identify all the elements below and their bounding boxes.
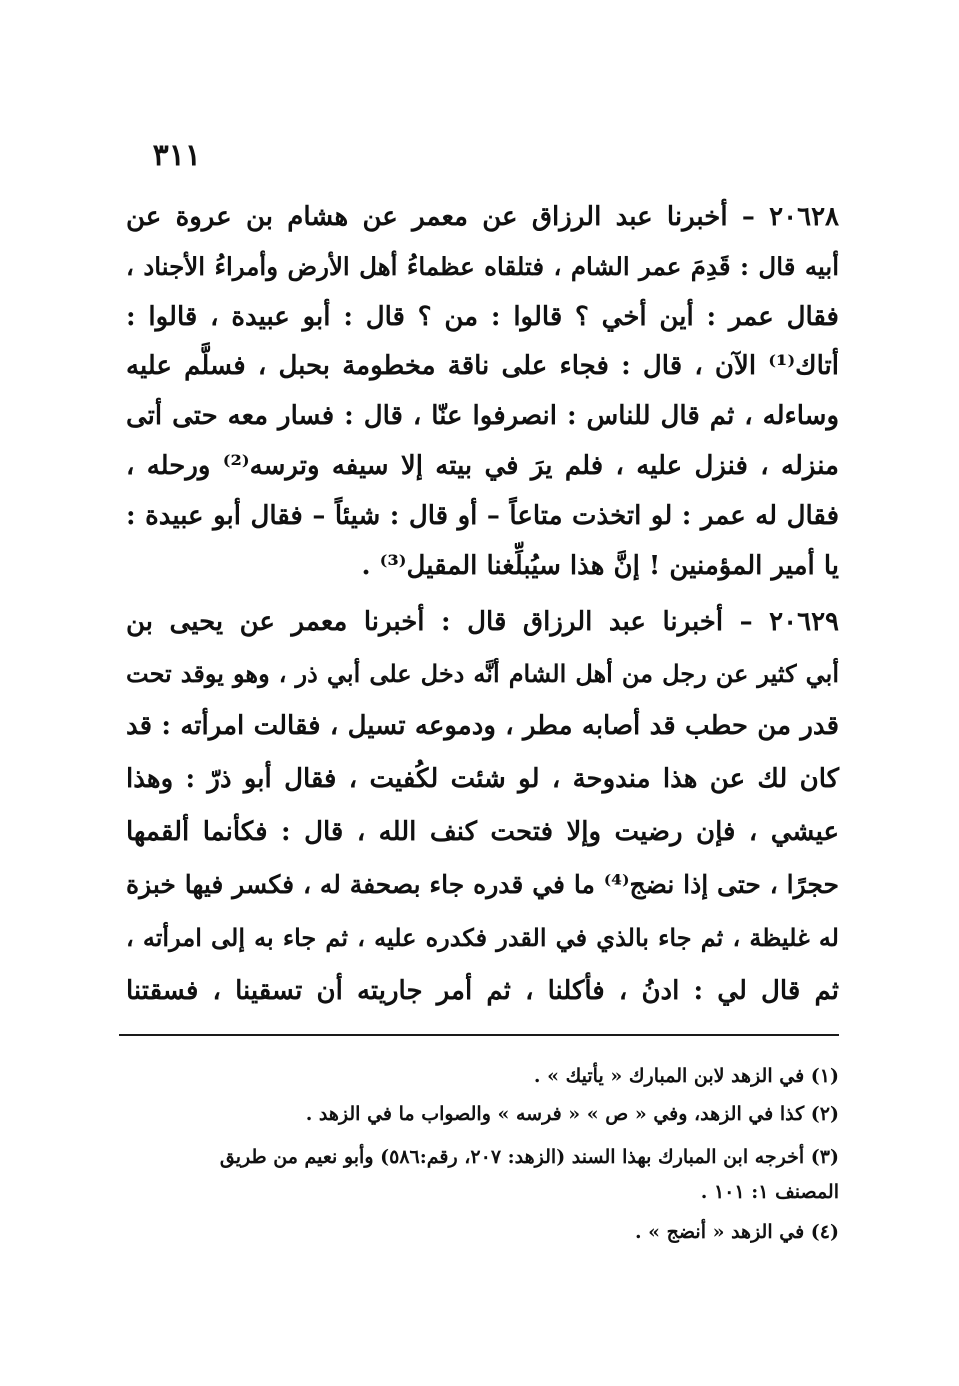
hadith-20628-line-3: فقال عمر : أين أخي ؟ قالوا : من ؟ قال : أبو عبيدة ، قالوا : bbox=[126, 302, 839, 332]
footnote-3-continuation: المصنف ١: ١٠١ . bbox=[700, 1181, 839, 1203]
hadith-20629-line-4: كان لك عن هذا مندوحة ، لو شئت لكُفيت ، فقال أبو ذرّ : وهذا bbox=[126, 764, 839, 794]
hadith-20629-line-7: له غليظة ، ثم جاء بالذي في القدر فكدره عليه ، ثم جاء به إلى امرأته ، bbox=[126, 923, 839, 952]
hadith-20628-line-5: وساءله ، ثم قال للناس : انصرفوا عنّا ، قال : فسار معه حتى أتى bbox=[126, 401, 839, 431]
hadith-20628-line-2: أبيه قال : قَدِمَ عمر الشام ، فتلقاه عظماءُ أهل الأرض وأمراءُ الأجناد ، bbox=[126, 252, 839, 281]
footnote-1: (١) في الزهد لابن المبارك « يأتيك » . bbox=[533, 1065, 839, 1087]
hadith-20629-line-1: ٢٠٦٢٩ – أخبرنا عبد الرزاق قال : أخبرنا معمر عن يحيى بن bbox=[126, 607, 839, 637]
hadith-20628-line-1: ٢٠٦٢٨ – أخبرنا عبد الرزاق عن معمر عن هشام بن عروة عن bbox=[126, 202, 839, 232]
hadith-20628-line-8: يا أمير المؤمنين ! إنَّ هذا سيُبلِّغنا المقيل⁽³⁾ . bbox=[361, 551, 839, 581]
footnote-4: (٤) في الزهد « أنضج » . bbox=[634, 1221, 839, 1243]
footnote-2: (٢) كذا في الزهد، وفي « ص » « فرسه » والصواب ما في الزهد . bbox=[305, 1103, 839, 1125]
hadith-20628-line-6: منزله ، فنزل عليه ، فلم يرَ في بيته إلا سيفه وترسه⁽²⁾ ورحله ، bbox=[126, 451, 839, 481]
hadith-20629-line-2: أبي كثير عن رجل من أهل الشام أنَّه دخل على أبي ذر ، وهو يوقد تحت bbox=[126, 659, 839, 688]
hadith-20629-line-5: عيشي ، فإن رضيت وإلا فتحت كنف الله ، قال : فكأنما ألقمها bbox=[126, 817, 839, 847]
hadith-20629-line-8: ثم قال لي : ادنُ ، فأكلنا ، ثم أمر جاريته أن تسقينا ، فسقتنا bbox=[126, 976, 839, 1006]
hadith-20629-line-6: حجرًا ، حتى إذا نضج⁽⁴⁾ ما في قدره جاء بصحفة له ، فكسر فيها خبزة bbox=[126, 870, 839, 899]
hadith-20628-line-7: فقال له عمر : لو اتخذت متاعاً – أو قال : شيئاً – فقال أبو عبيدة : bbox=[126, 501, 839, 531]
hadith-20628-line-4: أتاك⁽¹⁾ الآن ، قال : فجاء على ناقة مخطومة بحبل ، فسلَّم عليه bbox=[126, 351, 839, 381]
page-number: ٣١١ bbox=[152, 138, 201, 173]
footnote-separator bbox=[119, 1034, 839, 1036]
hadith-20629-line-3: قدر من حطب قد أصابه مطر ، ودموعه تسيل ، فقالت امرأته : قد bbox=[126, 711, 839, 741]
footnote-3: (٣) أخرجه ابن المبارك بهذا السند (الزهد: ٢٠٧، رقم:٥٨٦) وأبو نعيم من طريق bbox=[219, 1146, 839, 1168]
